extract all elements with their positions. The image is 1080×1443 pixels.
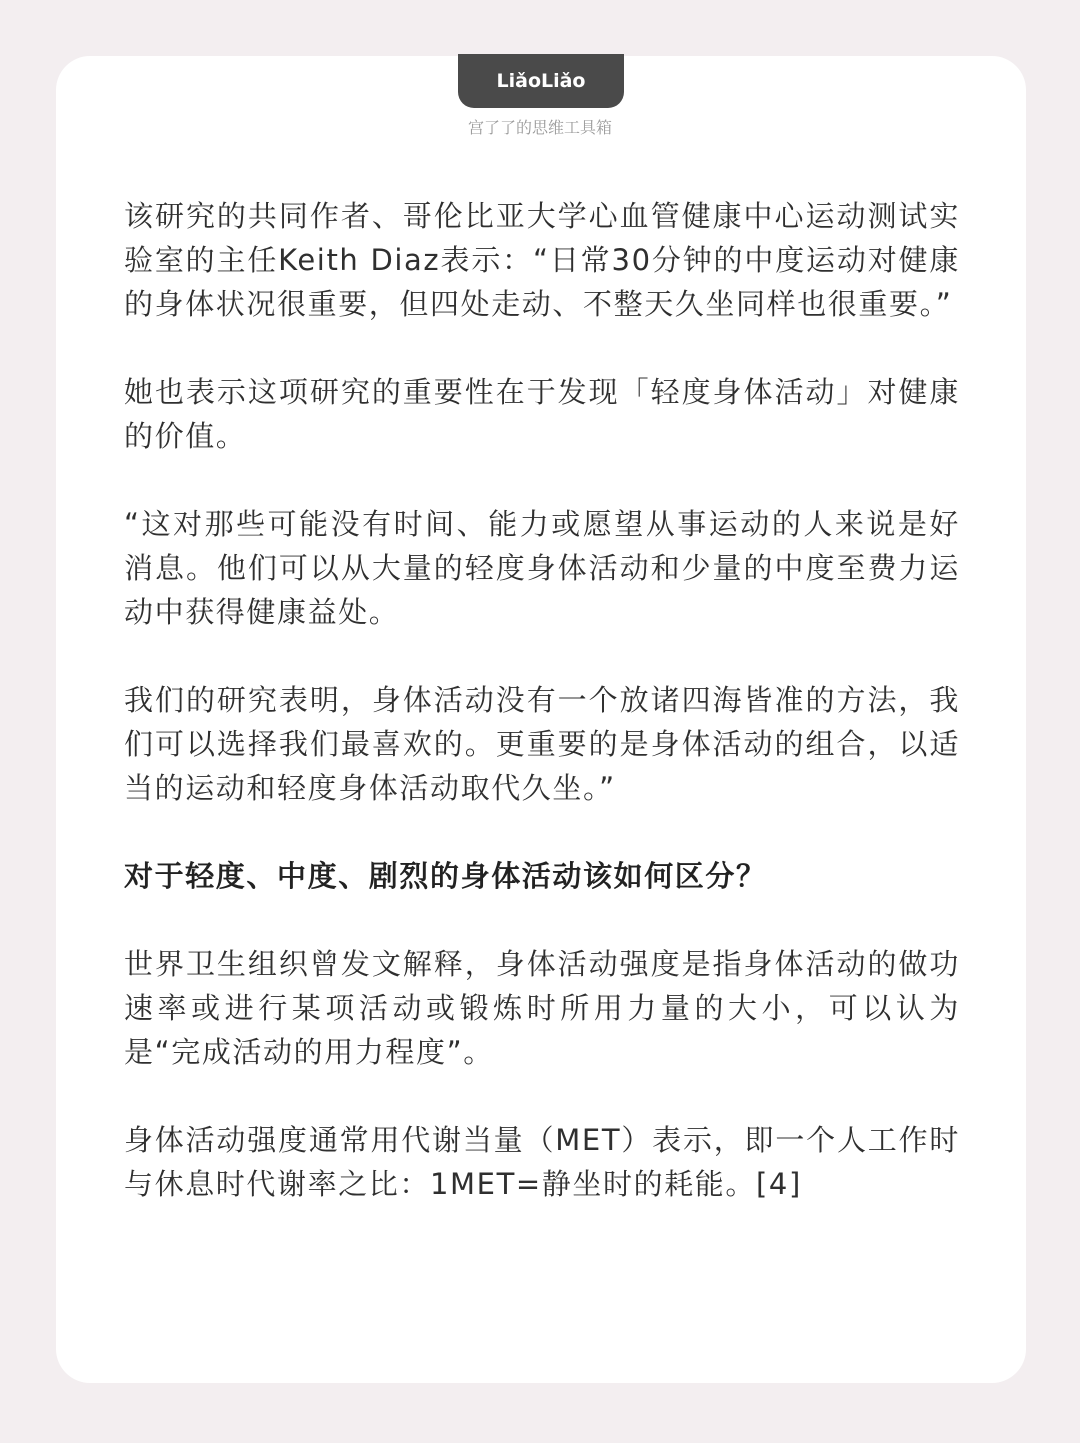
paragraph-good-news: “这对那些可能没有时间、能力或愿望从事运动的人来说是好消息。他们可以从大量的轻度身体活动和少量的中度至费力运动中获得健康益处。 [124, 507, 960, 629]
brand-logo [458, 54, 624, 108]
paragraph-met-definition: 身体活动强度通常用代谢当量（MET）表示，即一个人工作时与休息时代谢率之比：1MET=静坐时的耗能。[4] [124, 1123, 960, 1201]
brand-logo-text: LiǎoLiǎo [496, 70, 586, 92]
brand-tagline: 宫了了的思维工具箱 [467, 118, 612, 137]
paragraph-light-activity-value: 她也表示这项研究的重要性在于发现「轻度身体活动」对健康的价值。 [124, 375, 960, 453]
paragraph-who-explanation: 世界卫生组织曾发文解释，身体活动强度是指身体活动的做功速率或进行某项活动或锻炼时所用力量的大小，可以认为是“完成活动的用力程度”。 [124, 947, 960, 1069]
section-heading: 对于轻度、中度、剧烈的身体活动该如何区分？ [124, 859, 767, 893]
paragraph-research-shows: 我们的研究表明，身体活动没有一个放诸四海皆准的方法，我们可以选择我们最喜欢的。更重要的是身体活动的组合，以适当的运动和轻度身体活动取代久坐。” [124, 683, 960, 805]
paragraph-quote-diaz: 该研究的共同作者、哥伦比亚大学心血管健康中心运动测试实验室的主任Keith Diaz表示：“日常30分钟的中度运动对健康的身体状况很重要，但四处走动、不整天久坐同样也很重要。” [124, 199, 960, 321]
article-body [124, 194, 960, 1250]
